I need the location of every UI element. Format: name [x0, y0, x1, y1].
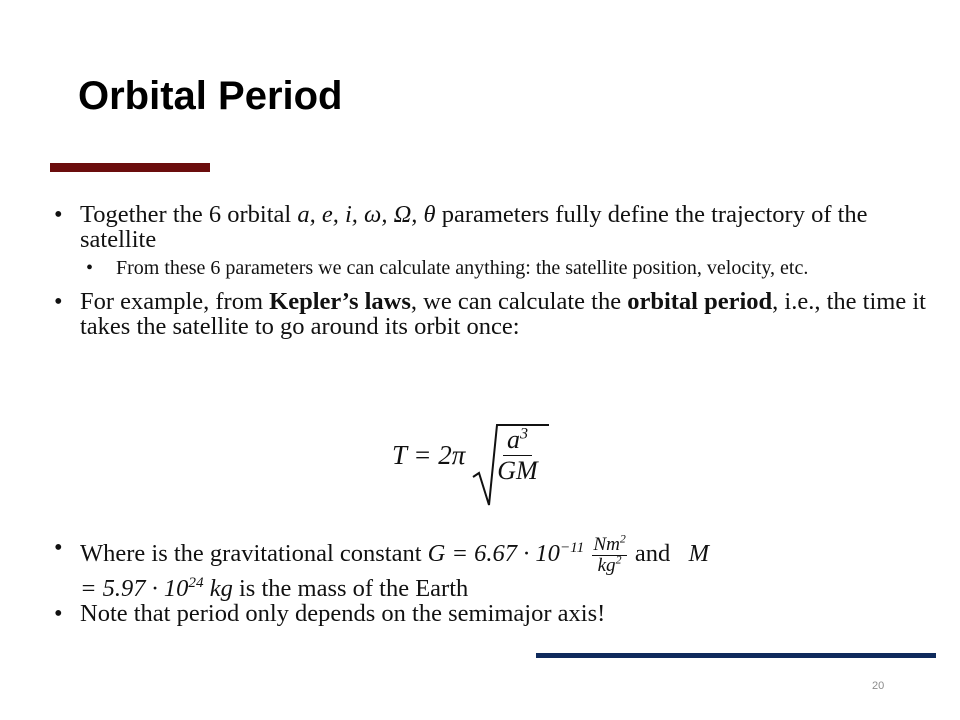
formula-lhs: T = 2π — [392, 439, 466, 470]
bullet-dot: • — [54, 288, 63, 315]
g-value: G = 6.67 · 10 — [427, 540, 560, 568]
square-root — [471, 425, 537, 486]
bullet-dot: • — [54, 534, 63, 561]
m-exponent: 24 — [188, 573, 204, 591]
bullet-text: , we can calculate the — [410, 288, 628, 315]
orbital-parameters-math: a, e, i, ω, Ω, θ — [297, 201, 436, 228]
formula-denominator: GM — [497, 455, 538, 485]
bullet-text: For example, from — [80, 288, 270, 315]
bullet-semimajor-axis — [50, 601, 930, 626]
unit-denominator — [597, 552, 622, 577]
radical-sign-icon — [471, 421, 551, 509]
bullet-list-lower — [50, 531, 930, 628]
bullet-orbital-parameters — [50, 202, 930, 252]
g-exponent: −11 — [559, 539, 585, 557]
bullet-text: Where is the gravitational constant — [80, 540, 428, 568]
bullet-text: and — [628, 540, 677, 568]
page-number: 20 — [872, 680, 885, 692]
bullet-gravitational-constant — [50, 531, 930, 603]
bullet-text: is the mass of the Earth — [232, 575, 469, 603]
m-value: = 5.97 · 10 — [80, 575, 189, 603]
unit-numerator — [592, 531, 626, 556]
bullet-dot: • — [54, 201, 63, 228]
slide-title: Orbital Period — [78, 74, 343, 118]
title-accent-bar — [50, 163, 210, 172]
bullet-dot: • — [54, 600, 63, 628]
unit-den-exp: 2 — [615, 552, 622, 567]
m-variable: M — [688, 540, 710, 568]
bullet-text: , i.e., the time it takes the satellite to go around its orbit once: — [80, 288, 926, 340]
bullet-list — [50, 202, 930, 339]
unit-den-text: kg — [597, 555, 616, 577]
m-unit: kg — [209, 575, 233, 603]
numerator-var: a — [506, 424, 520, 454]
orbital-period-formula — [392, 410, 538, 500]
bullet-kepler-laws — [50, 289, 930, 339]
bullet-text: From these 6 parameters we can calculate anything: the satellite position, velocity, etc. — [116, 257, 809, 279]
subbullet-calculate-anything — [50, 258, 930, 279]
bullet-text: Together the 6 orbital — [80, 201, 298, 228]
keplers-laws-term: Kepler’s laws — [269, 288, 411, 315]
bullet-text: parameters fully define the trajectory of the satellite — [80, 201, 868, 253]
bullet-dot: • — [86, 257, 94, 279]
orbital-period-term: orbital period — [627, 288, 773, 315]
unit-num-text: Nm — [593, 534, 620, 555]
unit-num-exp: 2 — [619, 531, 626, 546]
g-unit-fraction — [592, 531, 626, 577]
bullet-text: Note that period only depends on the semimajor axis! — [80, 600, 606, 628]
footer-accent-bar — [536, 653, 936, 658]
numerator-exponent: 3 — [519, 424, 529, 442]
